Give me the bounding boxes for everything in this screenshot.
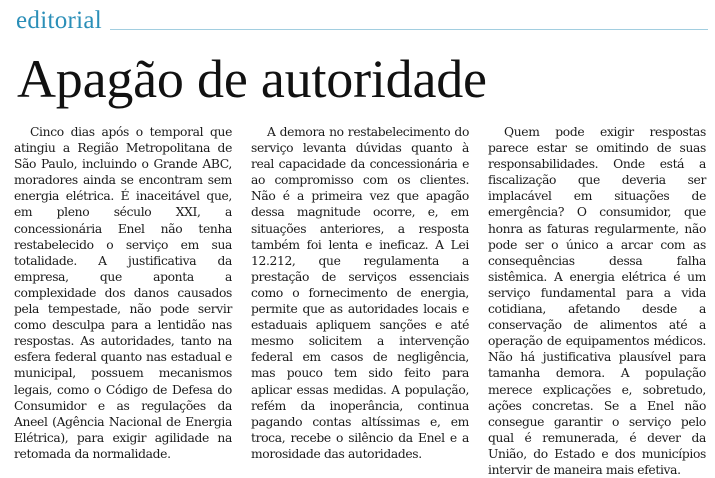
article-column-2: A demora no restabelecimento do serviço levanta dúvidas quanto à real capacidade da concessionária e ao compromisso com os clientes. Não é a primeira vez que apagão dessa magnitude ocorre, e, em situações anteriores, a resposta também foi lenta e ineficaz. A Lei 12.212, que regulamenta a prestação de serviços essenciais como o fornecimento de energia, permite que as autoridades locais e estaduais apliquem sanções e até mesmo solicitem a intervenção federal em casos de negligência, mas pouco tem sido feito para aplicar essas medidas. A população, refém da inoperância, continua pagando contas altíssimas e, em troca, recebe o silêncio da Enel e a morosidade das autoridades. (251, 125, 469, 461)
article-column-1: Cinco dias após o temporal que atingiu a Região Metropolitana de São Paulo, incluindo o Grande ABC, moradores ainda se encontram sem energia elétrica. É inaceitável que, em pleno século XXI, a concessionária Enel não tenha restabelecido o serviço em sua totalidade. A justificativa da empresa, que aponta a complexidade dos danos causados pela tempestade, não pode servir como desculpa para a lentidão nas respostas. As autoridades, tanto na esfera federal quanto nas estadual e municipal, possuem mecanismos legais, como o Código de Defesa do Consumidor e as regulações da Aneel (Agência Nacional de Energia Elétrica), para exigir agilidade na retomada da normalidade. (14, 125, 232, 461)
section-header (16, 6, 708, 38)
headline: Apagão de autoridade (17, 49, 487, 109)
section-label: editorial (16, 6, 110, 36)
article-column-3: Quem pode exigir respostas parece estar se omitindo de suas responsabilidades. Onde está a fiscalização que deveria ser implacável em situações de emergência? O consumidor, que honra as faturas regularmente, não pode ser o único a arcar com as consequências dessa falha sistêmica. A energia elétrica é um serviço fundamental para a vida cotidiana, afetando desde a conservação de alimentos até a operação de equipamentos médicos. Não há justificativa plausível para tamanha demora. A população merece explicações e, sobretudo, ações concretas. Se a Enel não consegue garantir o serviço pelo qual é remunerada, é dever da União, do Estado e dos municípios intervir de maneira mais efetiva. (488, 125, 706, 477)
section-rule (16, 29, 708, 30)
article-body (14, 124, 706, 477)
